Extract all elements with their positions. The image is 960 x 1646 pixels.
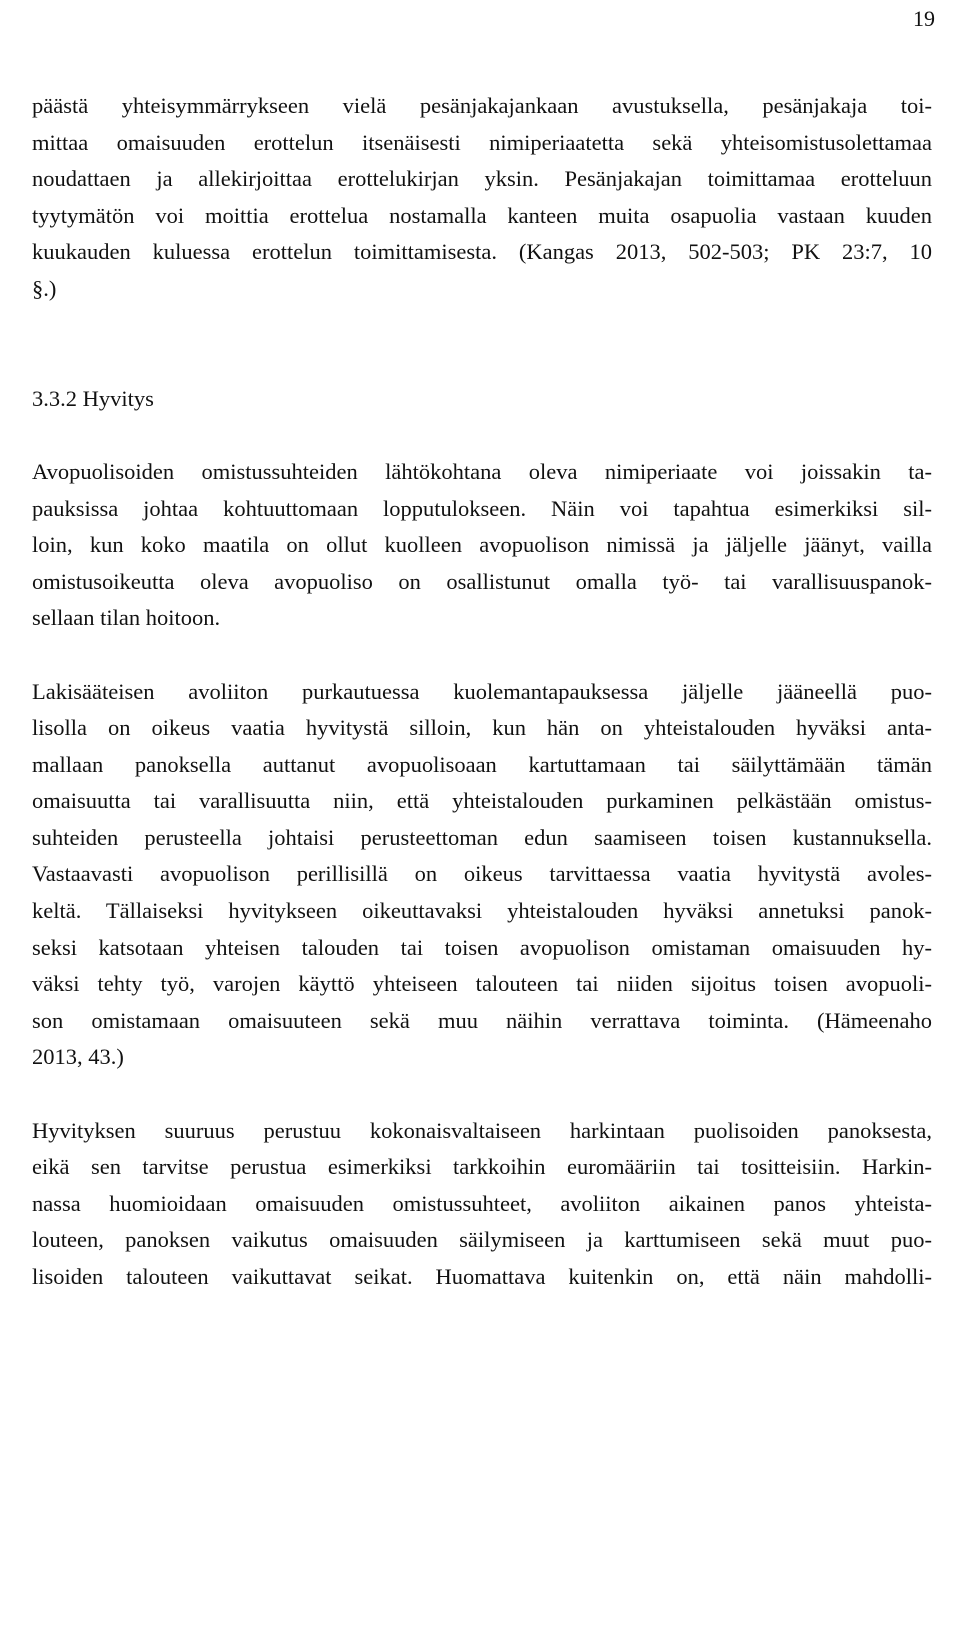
text-line: noudattaen ja allekirjoittaa erottelukirjan yksin. Pesänjakajan toimittamaa erotteluun [32, 166, 932, 192]
text-line: mittaa omaisuuden erottelun itsenäisesti nimiperiaatetta sekä yhteisomistusolettamaa [32, 129, 932, 155]
text-line: omaisuutta tai varallisuutta niin, että yhteistalouden purkaminen pelkästään omistus- [32, 788, 932, 814]
spacer [32, 1076, 932, 1113]
spacer [32, 637, 932, 674]
text-line: §.) [32, 275, 57, 301]
paragraph-4 [32, 1113, 932, 1296]
text-line: keltä. Tällaiseksi hyvitykseen oikeuttavaksi yhteistalouden hyväksi annetuksi panok- [32, 898, 932, 924]
text-line: seksi katsotaan yhteisen talouden tai toisen avopuolison omistaman omaisuuden hy- [32, 934, 932, 960]
text-line: loin, kun koko maatila on ollut kuolleen avopuolison nimissä ja jäljelle jäänyt, vailla [32, 532, 932, 558]
text-line: nassa huomioidaan omaisuuden omistussuhteet, avoliiton aikainen panos yhteista- [32, 1190, 932, 1216]
section-heading: 3.3.2 Hyvitys [32, 385, 154, 411]
text-line: Vastaavasti avopuolison perillisillä on oikeus tarvittaessa vaatia hyvitystä avoles- [32, 861, 932, 887]
text-line: Lakisääteisen avoliiton purkautuessa kuolemantapauksessa jäljelle jääneellä puo- [32, 678, 932, 704]
paragraph-1 [32, 88, 932, 308]
document-body [32, 88, 932, 1296]
text-line: omistusoikeutta oleva avopuoliso on osallistunut omalla työ- tai varallisuuspanok- [32, 568, 932, 594]
text-line: Avopuolisoiden omistussuhteiden lähtökohtana oleva nimiperiaate voi joissakin ta- [32, 458, 932, 484]
spacer [32, 344, 932, 381]
spacer [32, 417, 932, 454]
page-number: 19 [913, 6, 935, 31]
text-line: son omistamaan omaisuuteen sekä muu näihin verrattava toiminta. (Hämeenaho [32, 1007, 932, 1033]
text-line: väksi tehty työ, varojen käyttö yhteiseen talouteen tai niiden sijoitus toisen avopuoli- [32, 971, 932, 997]
text-line: kuukauden kuluessa erottelun toimittamisesta. (Kangas 2013, 502-503; PK 23:7, 10 [32, 239, 932, 265]
paragraph-2 [32, 454, 932, 637]
text-line: eikä sen tarvitse perustua esimerkiksi tarkkoihin euromääriin tai tositteisiin. Harkin- [32, 1154, 932, 1180]
text-line: tyytymätön voi moittia erottelua nostamalla kanteen muita osapuolia vastaan kuuden [32, 202, 932, 228]
text-line: päästä yhteisymmärrykseen vielä pesänjakajankaan avustuksella, pesänjakaja toi- [32, 93, 932, 118]
text-line: sellaan tilan hoitoon. [32, 605, 221, 631]
text-line: lisolla on oikeus vaatia hyvitystä silloin, kun hän on yhteistalouden hyväksi anta- [32, 715, 932, 741]
text-line: suhteiden perusteella johtaisi perusteettoman edun saamiseen toisen kustannuksella. [32, 824, 932, 850]
text-line: 2013, 43.) [32, 1044, 124, 1070]
text-line: Hyvityksen suuruus perustuu kokonaisvaltaiseen harkintaan puolisoiden panoksesta, [32, 1117, 932, 1143]
text-line: mallaan panoksella auttanut avopuolisoaan kartuttamaan tai säilyttämään tämän [32, 751, 932, 777]
text-line: lisoiden talouteen vaikuttavat seikat. Huomattava kuitenkin on, että näin mahdolli- [32, 1264, 932, 1289]
text-line: louteen, panoksen vaikutus omaisuuden säilymiseen ja karttumiseen sekä muut puo- [32, 1227, 932, 1253]
paragraph-3 [32, 674, 932, 1077]
spacer [32, 308, 932, 345]
text-line: pauksissa johtaa kohtuuttomaan lopputulokseen. Näin voi tapahtua esimerkiksi sil- [32, 495, 932, 521]
